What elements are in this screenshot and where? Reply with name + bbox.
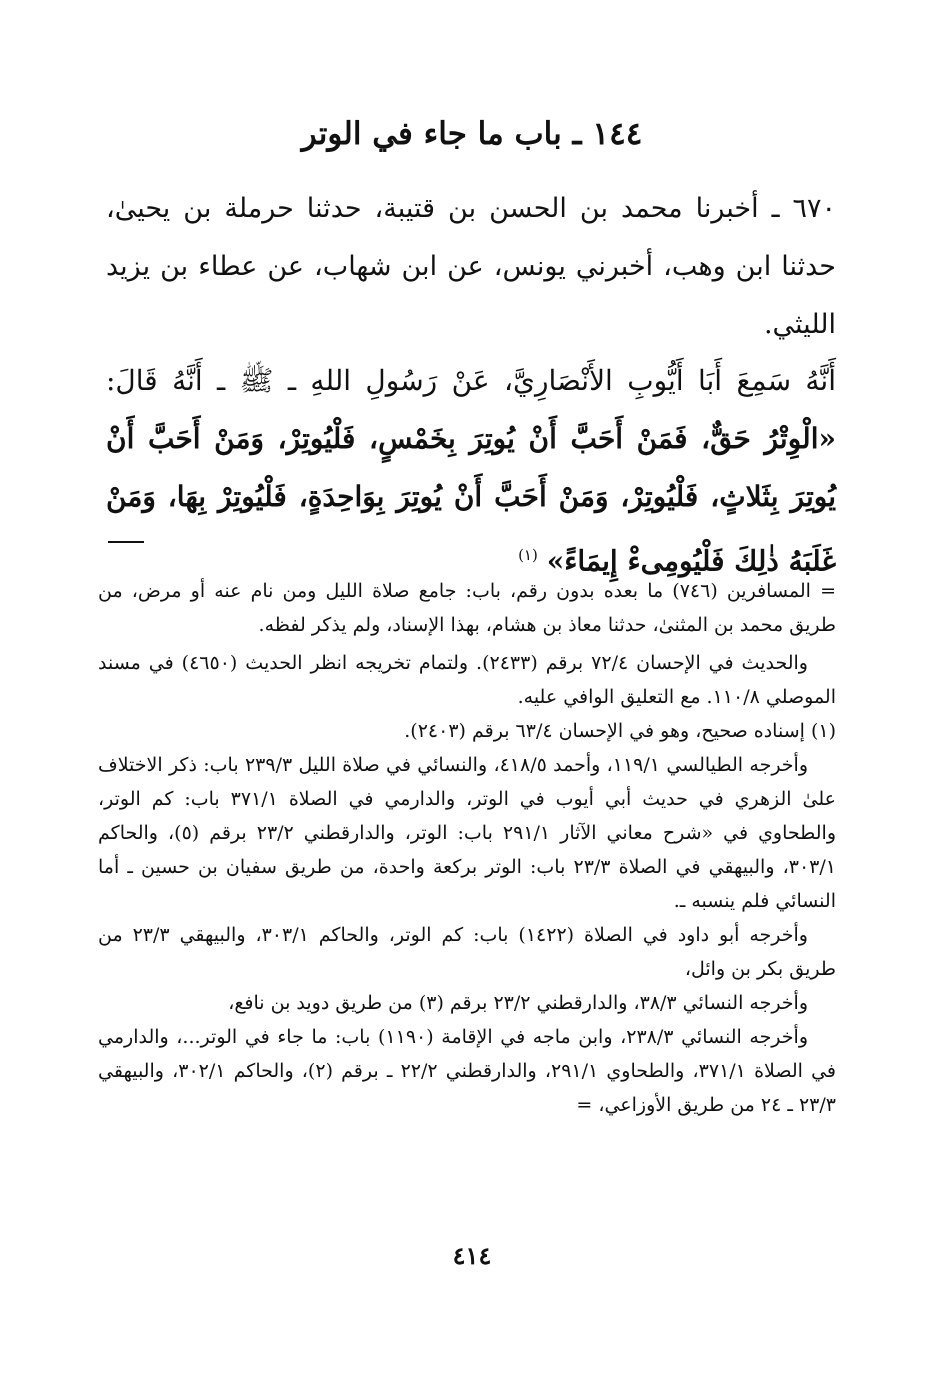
footnote-1-paragraph: وأخرجه النسائي ٣٨/٣، والدارقطني ٢٣/٢ برقم (٣) من طريق دويد بن نافع، (228, 992, 808, 1014)
hadith-matn-block (106, 352, 836, 590)
page-number: ٤١٤ (452, 1241, 492, 1270)
footnote-1-paragraph: وأخرجه الطيالسي ١١٩/١، وأحمد ٤١٨/٥، والنسائي في صلاة الليل ٢٣٩/٣ باب: ذكر الاختلاف علىٰ الزهري في حديث أبي أيوب في الوتر، والدارمي في الصلاة ٣٧١/١ باب: كم الوتر، والطحاوي في «شرح معاني الآثار ٢٩١/١ باب: الوتر، والدارقطني ٢٣/٢ برقم (٥)، والحاكم ٣٠٣/١، والبيهقي في الصلاة ٢٣/٣ باب: الوتر بركعة واحدة، من طريق سفيان بن حسين ـ أما النسائي فلم ينسبه ـ. (98, 754, 836, 912)
footnotes-block (98, 574, 836, 1122)
hadith-matn (106, 352, 836, 590)
footnote-ihsan-note: والحديث في الإحسان ٧٢/٤ برقم (٢٤٣٣). ولتمام تخريجه انظر الحديث (٤٦٥٠) في مسند الموصلي ١١٠/٨. مع التعليق الوافي عليه. (98, 652, 836, 708)
footnote-1-paragraph: وأخرجه أبو داود في الصلاة (١٤٢٢) باب: كم الوتر، والحاكم ٣٠٣/١، والبيهقي ٢٣/٣ من طريق بكر بن وائل، (98, 924, 836, 980)
hadith-isnad-block (106, 180, 836, 354)
matn-quote: «الْوِتْرُ حَقٌّ، فَمَنْ أَحَبَّ أَنْ يُوتِرَ بِخَمْسٍ، فَلْيُوتِرْ، وَمَنْ أَحَبَّ أَنْ يُوتِرَ بِثَلاثٍ، فَلْيُوتِرْ، وَمَنْ أَحَبَّ أَنْ يُوتِرَ بِوَاحِدَةٍ، فَلْيُوتِرْ بِهَا، وَمَنْ غَلَبَهُ ذٰلِكَ فَلْيُومِىءْ إِيمَاءً» (106, 422, 836, 578)
footnote-separator (108, 541, 144, 543)
footnote-continuation: = المسافرين (٧٤٦) ما بعده بدون رقم، باب: جامع صلاة الليل ومن نام عنه أو مرض، من طريق محمد بن المثنىٰ، حدثنا معاذ بن هشام، بهذا الإسناد، ولم يذكر لفظه. (98, 580, 836, 636)
chapter-title: ١٤٤ ـ باب ما جاء في الوتر (301, 116, 643, 152)
footnote-ref: (١) (518, 546, 538, 564)
footnote-1-paragraph: وأخرجه النسائي ٢٣٨/٣، وابن ماجه في الإقامة (١١٩٠) باب: ما جاء في الوتر...، والدارمي في الصلاة ٣٧١/١، والطحاوي ٢٩١/١، والدارقطني ٢٢/٢ ـ برقم (٢)، والحاكم ٣٠٢/١، والبيهقي ٢٣/٣ ـ ٢٤ من طريق الأوزاعي، = (98, 1026, 836, 1116)
footnote-1-head: (١) إسناده صحيح، وهو في الإحسان ٦٣/٤ برقم (٢٤٠٣). (404, 720, 836, 742)
hadith-isnad: ٦٧٠ ـ أخبرنا محمد بن الحسن بن قتيبة، حدثنا حرملة بن يحيىٰ، حدثنا ابن وهب، أخبرني يونس، عن ابن شهاب، عن عطاء بن يزيد الليثي. (106, 193, 836, 340)
matn-intro: أَنَّهُ سَمِعَ أَبَا أَيُّوبِ الأَنْصَارِيَّ، عَنْ رَسُولِ اللهِ ـ ﷺ ـ أَنَّهُ قَالَ: (106, 364, 836, 397)
